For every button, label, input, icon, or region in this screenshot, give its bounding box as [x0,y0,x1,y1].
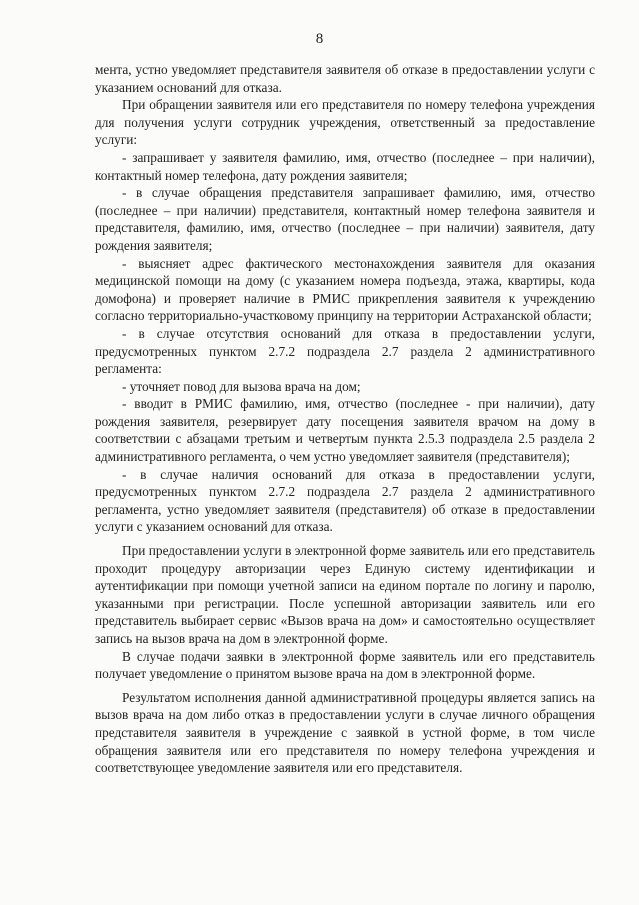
paragraph: - выясняет адрес фактического местонахождения заявителя для оказания медицинской помощи на дому (с указанием номера подъезда, этажа, квартиры, кода домофона) и проверяет наличие в РМИС прикрепления заявителя к учреждению согласно территориально-участковому принципу на территории Астраханской области; [95,255,595,324]
page-number: 8 [315,31,324,47]
paragraph: - в случае наличия оснований для отказа в предоставлении услуги, предусмотренных пунктом 2.7.2 подраздела 2.7 раздела 2 административного регламента, устно уведомляет заявителя (представителя) об отказе в предоставлении услуги с указанием оснований для отказа. [95,466,595,535]
paragraph: - вводит в РМИС фамилию, имя, отчество (последнее - при наличии), дату рождения заявителя, резервирует дату посещения заявителя врачом на дому в соответствии с абзацами третьим и четвертым пункта 2.5.3 подраздела 2.5 раздела 2 административного регламента, о чем устно уведомляет заявителя (представителя); [95,396,595,465]
paragraph: В случае подачи заявки в электронной форме заявитель или его представитель получает уведомление о принятом вызове врача на дом в электронной форме. [95,648,595,682]
document-body [95,61,595,777]
paragraph: При предоставлении услуги в электронной форме заявитель или его представитель проходит процедуру авторизации через Единую систему идентификации и аутентификации при помощи учетной записи на едином портале по логину и паролю, указанными при регистрации. После успешной авторизации заявитель или его представитель выбирает сервис «Вызов врача на дом» и самостоятельно осуществляет запись на вызов врача на дом в электронной форме. [95,543,595,646]
paragraph: Результатом исполнения данной административной процедуры является запись на вызов врача на дом либо отказ в предоставлении услуги в случае личного обращения представителя заявителя в учреждение с заявкой в устной форме, в том числе обращения заявителя или его представителя по номеру телефона учреждения и соответствующее уведомление заявителя или его представителя. [95,689,595,776]
paragraph: - в случае отсутствия оснований для отказа в предоставлении услуги, предусмотренных пунктом 2.7.2 подраздела 2.7 раздела 2 административного регламента: [95,325,595,377]
paragraph: - запрашивает у заявителя фамилию, имя, отчество (последнее – при наличии), контактный номер телефона, дату рождения заявителя; [95,149,595,183]
paragraph: - в случае обращения представителя запрашивает фамилию, имя, отчество (последнее – при наличии) представителя, контактный номер телефона заявителя и представителя, фамилию, имя, отчество (последнее – при наличии) заявителя, дату рождения заявителя; [95,185,595,253]
paragraph: При обращении заявителя или его представителя по номеру телефона учреждения для получения услуги сотрудник учреждения, ответственный за предоставление услуги: [95,97,595,148]
paragraph: мента, устно уведомляет представителя заявителя об отказе в предоставлении услуги с указанием оснований для отказа. [95,62,595,95]
paragraph: - уточняет повод для вызова врача на дом; [122,378,361,394]
